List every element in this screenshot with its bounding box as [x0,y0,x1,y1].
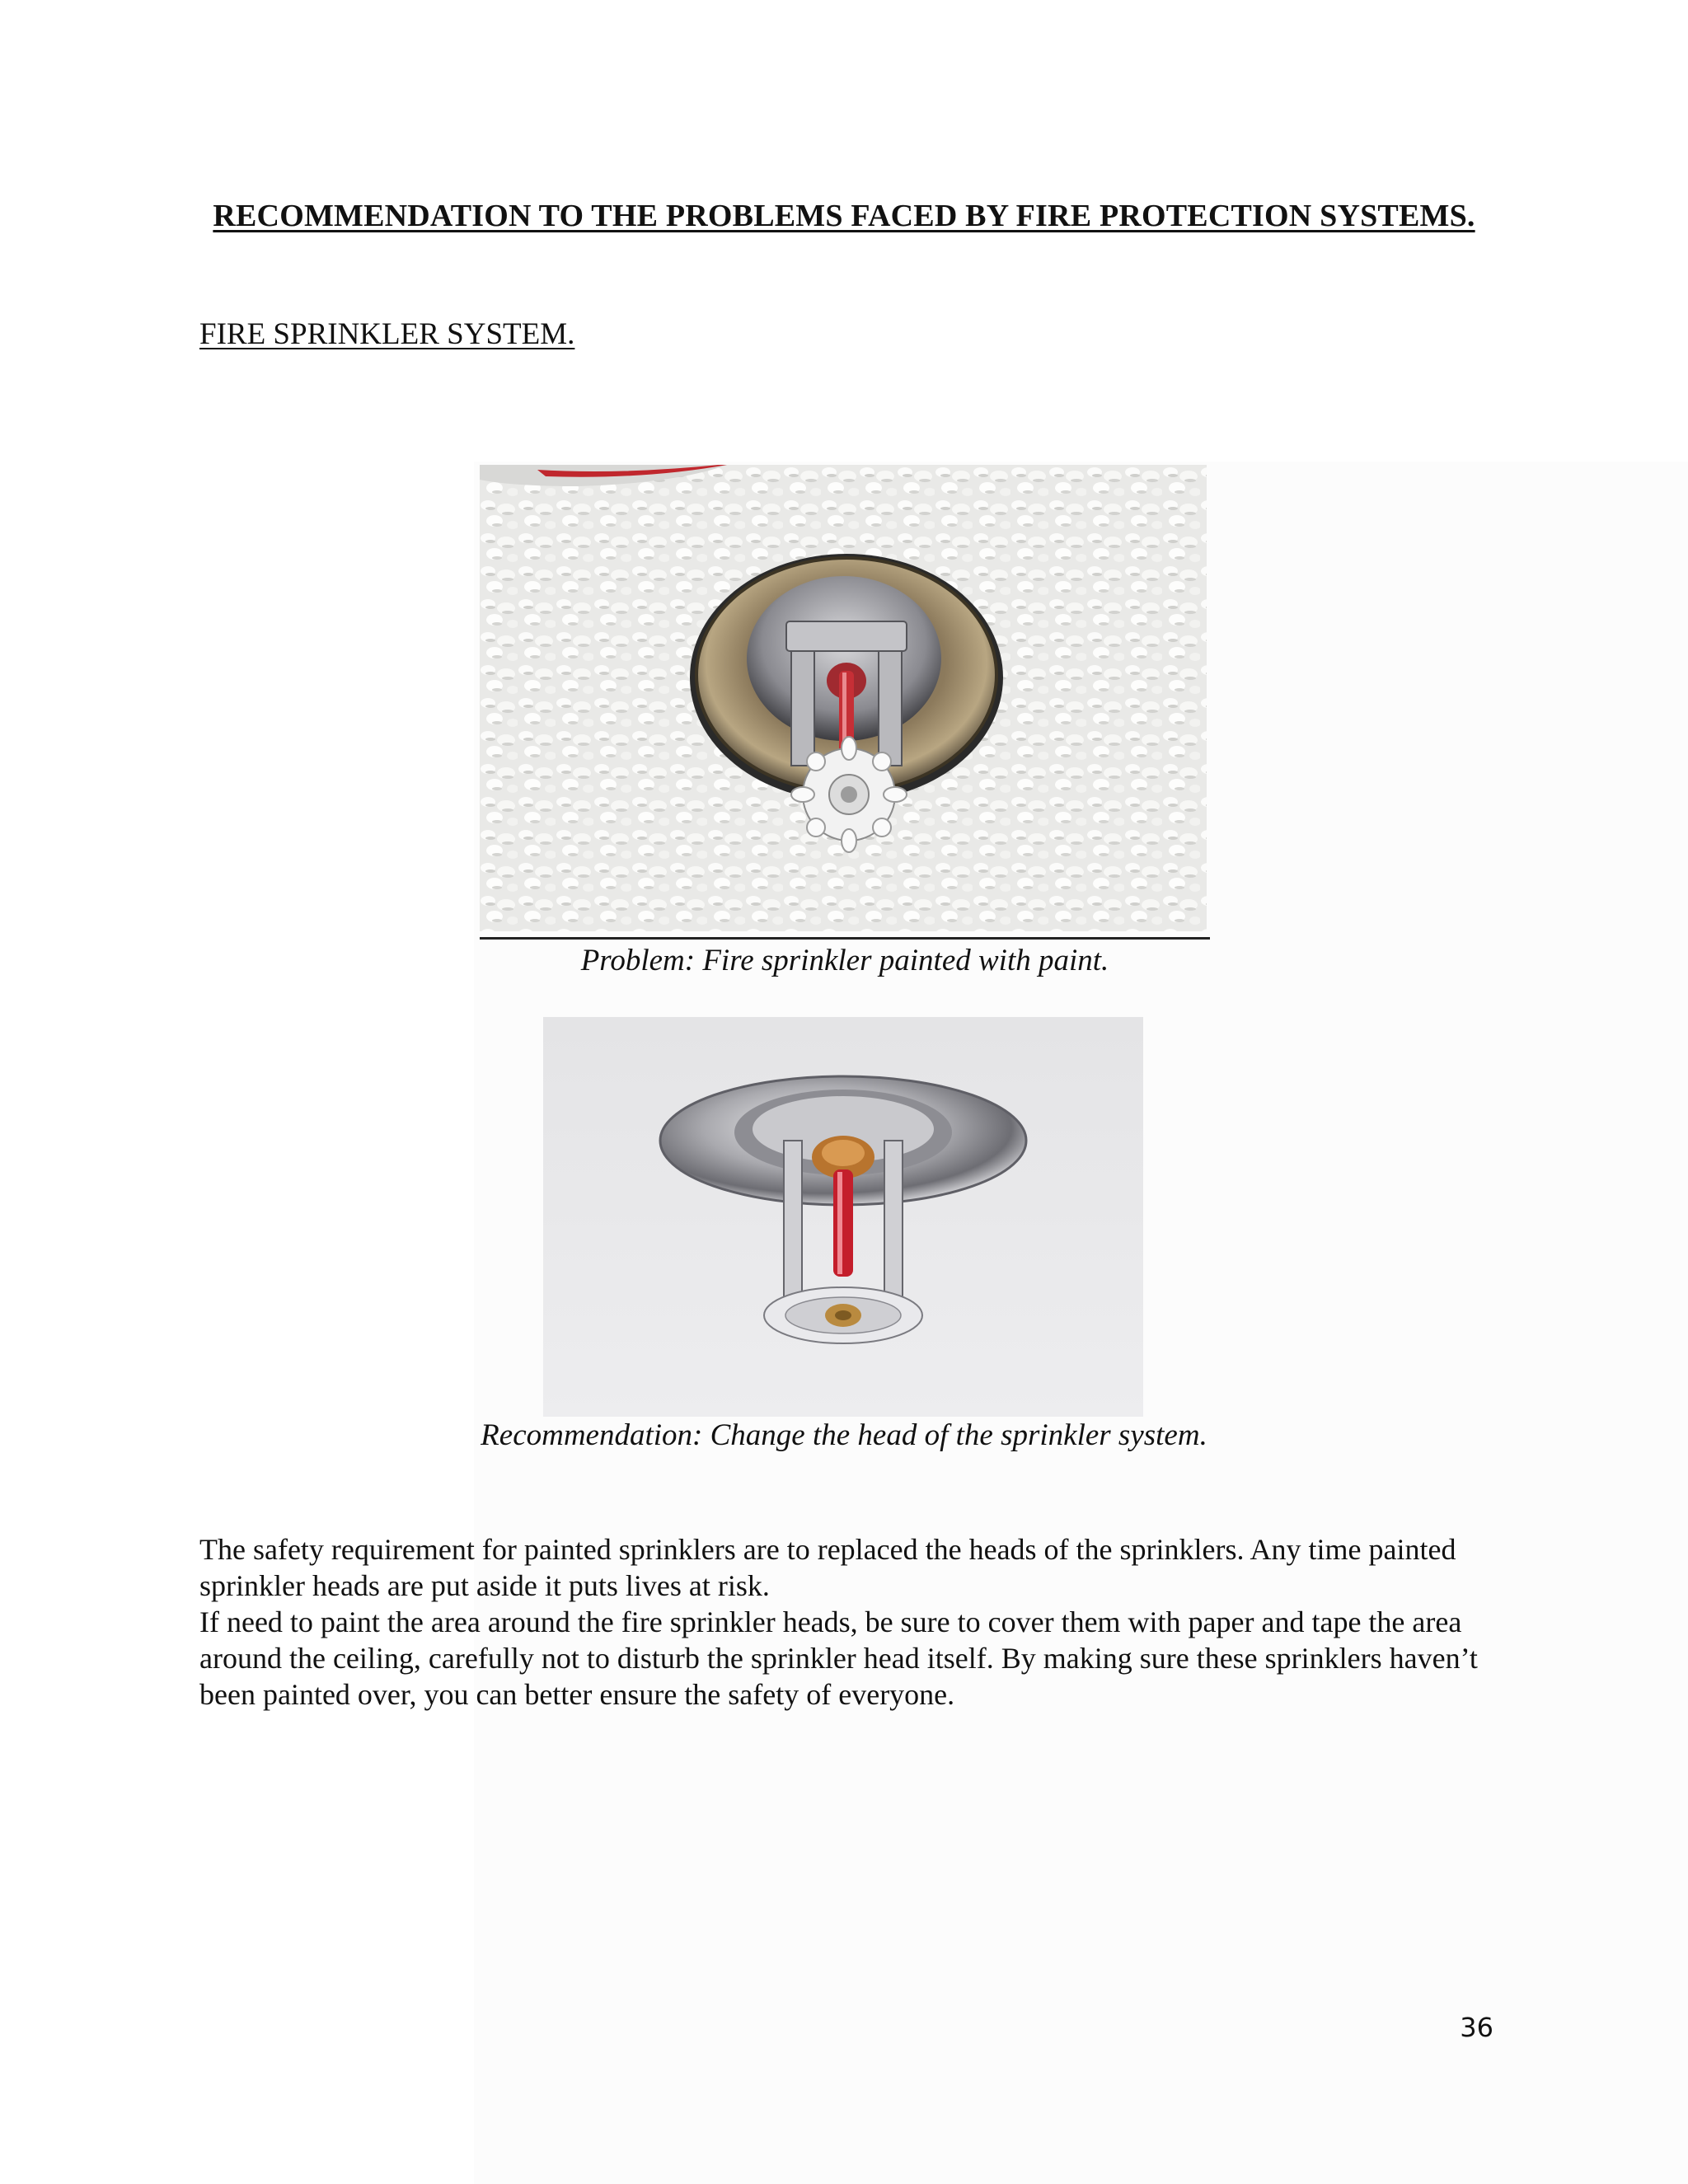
paragraph: If need to paint the area around the fire sprinkler heads, be sure to cover them with paper and tape the area around the ceiling, carefully not to disturb the sprinkler head itself. By making sure these sprinklers haven’t been painted over, you can better ensure the safety of everyone. [199,1605,1478,1711]
page-heading: RECOMMENDATION TO THE PROBLEMS FACED BY FIRE PROTECTION SYSTEMS. [213,199,1475,233]
painted-sprinkler-photo [480,465,1207,931]
figure-caption-problem: Problem: Fire sprinkler painted with paint. [580,944,1109,977]
page-number: 36 [1460,2012,1493,2043]
section-title: FIRE SPRINKLER SYSTEM. [199,317,575,351]
body-text [199,1531,1485,1713]
figure-caption-recommendation: Recommendation: Change the head of the sprinkler system. [481,1418,1207,1452]
new-sprinkler-photo [543,1017,1143,1417]
figure-divider [480,937,1210,940]
paragraph: The safety requirement for painted sprinklers are to replaced the heads of the sprinklers. Any time painted sprinkler heads are put aside it puts lives at risk. [199,1533,1456,1602]
